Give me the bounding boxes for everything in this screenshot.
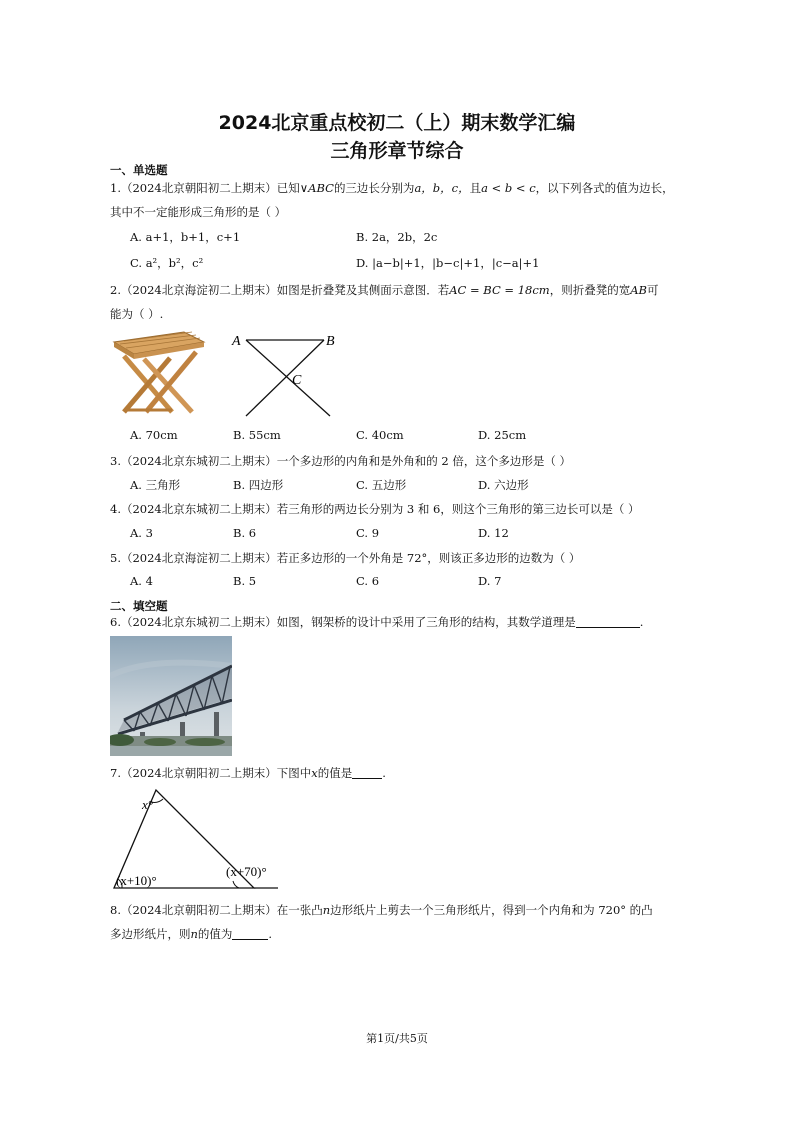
- q1-text-4: ，以下列各式的值为边长，: [535, 181, 674, 195]
- right-angle-arc: [233, 881, 239, 888]
- question-1-line-2: 其中不一定能形成三角形的是（ ）: [110, 205, 287, 219]
- diagram-label-b: B: [326, 334, 335, 349]
- page-title: 2024北京重点校初二（上）期末数学汇编: [218, 112, 576, 134]
- q8-text: 8.（2024北京朝阳初二上期末）在一张凸: [110, 903, 323, 917]
- question-2-line-1: [110, 282, 658, 298]
- q7-text-2: 的值是: [317, 766, 353, 780]
- question-1-line-1: [110, 180, 674, 196]
- question-3: 3.（2024北京东城初二上期末）一个多边形的内角和是外角和的 2 倍，这个多边形是（ ）: [110, 454, 572, 468]
- q8-end: .: [268, 927, 273, 941]
- q2-option-a[interactable]: A. 70cm: [130, 428, 178, 442]
- q6-text: 6.（2024北京东城初二上期末）如图，钢架桥的设计中采用了三角形的结构，其数学道理是: [110, 615, 576, 629]
- q3-option-b[interactable]: B. 四边形: [233, 478, 284, 492]
- q1-triangle: ∨ABC: [299, 181, 334, 195]
- q3-option-c[interactable]: C. 五边形: [356, 478, 407, 492]
- q2-option-b[interactable]: B. 55cm: [233, 428, 281, 442]
- triangle-angle-diagram: [108, 784, 288, 894]
- question-8-line-2: [110, 926, 272, 942]
- q7-variable: x: [311, 766, 318, 780]
- top-angle-label: x°: [142, 797, 153, 812]
- q1-text: 1.（2024北京朝阳初二上期末）已知: [110, 181, 300, 195]
- question-8-line-1: [110, 902, 653, 918]
- section-heading-single-choice: 一、单选题: [110, 163, 168, 177]
- q1-text-2: 的三边长分别为: [333, 181, 415, 195]
- q2-text: 2.（2024北京海淀初二上期末）如图是折叠凳及其侧面示意图．若: [110, 283, 450, 297]
- question-6: [110, 614, 643, 630]
- q1-option-a[interactable]: A. a+1，b+1，c+1: [130, 230, 241, 244]
- folding-stool-image: [110, 328, 206, 418]
- q1-option-c[interactable]: C. a²，b²，c²: [130, 256, 204, 270]
- q7-text: 7.（2024北京朝阳初二上期末）下图中: [110, 766, 312, 780]
- diagram-label-c: C: [292, 373, 302, 388]
- q4-option-b[interactable]: B. 6: [233, 526, 257, 540]
- page-footer: 第1页/共5页: [366, 1032, 428, 1045]
- exterior-angle-label: (x+70)°: [226, 864, 267, 879]
- q4-option-c[interactable]: C. 9: [356, 526, 380, 540]
- q4-option-a[interactable]: A. 3: [130, 526, 153, 540]
- q7-end: .: [382, 766, 386, 780]
- steel-bridge-image: [110, 636, 232, 756]
- q1-inequality: a < b < c: [481, 181, 536, 195]
- question-2-line-2: 能为（ ）.: [110, 307, 164, 321]
- q8-answer-blank[interactable]: [232, 928, 268, 940]
- left-angle-label: (x+10)°: [116, 873, 157, 888]
- q2-equation: AC = BC = 18cm: [449, 283, 550, 297]
- q8-variable-2: n: [190, 927, 198, 941]
- q6-answer-blank[interactable]: [576, 616, 640, 628]
- question-5: 5.（2024北京海淀初二上期末）若正多边形的一个外角是 72°，则该正多边形的边数为（ ）: [110, 551, 581, 565]
- q3-option-a[interactable]: A. 三角形: [130, 478, 181, 492]
- section-heading-fill-in: 二、填空题: [110, 599, 168, 613]
- q5-option-d[interactable]: D. 7: [478, 574, 502, 588]
- q5-option-b[interactable]: B. 5: [233, 574, 257, 588]
- q8-text-2: 边形纸片上剪去一个三角形纸片，得到一个内角和为 720° 的凸: [330, 903, 653, 917]
- q8-variable: n: [322, 903, 331, 917]
- stool-side-diagram: [228, 328, 348, 420]
- question-7: [110, 765, 386, 781]
- q2-option-d[interactable]: D. 25cm: [478, 428, 527, 442]
- q2-text-3: 可: [646, 283, 659, 297]
- q5-option-c[interactable]: C. 6: [356, 574, 380, 588]
- q8-text-3: 多边形纸片，则: [110, 927, 191, 941]
- q2-ab: AB: [630, 283, 647, 297]
- q5-option-a[interactable]: A. 4: [130, 574, 153, 588]
- q2-option-c[interactable]: C. 40cm: [356, 428, 404, 442]
- page-subtitle: 三角形章节综合: [330, 140, 464, 162]
- q1-option-b[interactable]: B. 2a，2b，2c: [356, 230, 438, 244]
- question-4: 4.（2024北京东城初二上期末）若三角形的两边长分别为 3 和 6，则这个三角形的第三边长可以是（ ）: [110, 502, 640, 516]
- q1-text-3: 且: [469, 181, 482, 195]
- q6-end: .: [639, 615, 644, 629]
- q8-text-4: 的值为: [197, 927, 233, 941]
- q1-option-d[interactable]: D. |a−b|+1，|b−c|+1，|c−a|+1: [356, 256, 540, 270]
- q4-option-d[interactable]: D. 12: [478, 526, 509, 540]
- q3-option-d[interactable]: D. 六边形: [478, 478, 529, 492]
- diagram-label-a: A: [232, 334, 241, 349]
- q7-answer-blank[interactable]: [352, 767, 382, 779]
- q1-sides: a，b，c，: [414, 181, 470, 195]
- q2-text-2: ，则折叠凳的宽: [549, 283, 631, 297]
